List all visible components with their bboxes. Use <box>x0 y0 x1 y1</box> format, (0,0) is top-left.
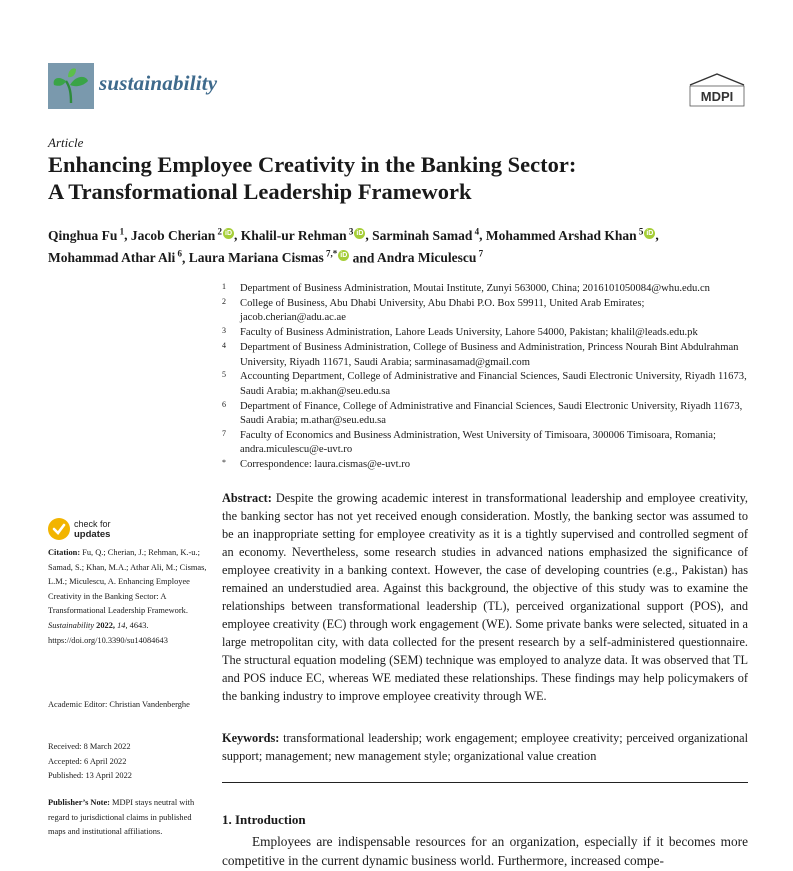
article-title-line-1: Enhancing Employee Creativity in the Banking Sector: <box>48 152 577 177</box>
author: Khalil-ur Rehman $^3$ iD <box>240 226 364 243</box>
author-list: Qinghua Fu $^1$, Jacob Cherian $^2$ iD , Khalil-ur Rehman $^3$ iD , Sarminah Samad $^4$, Mohammed Arshad Khan $^5$ iD , Mohammad Athar Ali $^6$, Laura Mariana Cismas $^{7,*}$ iD and Andra Miculescu $^7$ <box>48 226 659 265</box>
journal-name: sustainability <box>99 71 218 95</box>
abstract <box>222 489 748 705</box>
orcid-icon[interactable]: iD <box>356 229 364 237</box>
affiliation: 6 Department of Finance, College of Administrative and Financial Sciences, Saudi Electronic University, Riyadh 11673, Saudi Arabia; m.athar@seu.edu.sa <box>222 399 743 427</box>
affiliation: 4 Department of Business Administration, College of Business and Administration, Princess Nourah Bint Abdulrahman University, Riyadh 11671, Saudi Arabia; sarminasamad@gmail.com <box>222 341 739 368</box>
abstract-label: Abstract: <box>222 491 272 505</box>
affiliation: 7 Faculty of Economics and Business Administration, West University of Timisoara, 300006 Timisoara, Romania; andra.miculescu@e-uvt.ro <box>222 429 716 456</box>
citation-block: Citation: Fu, Q.; Cherian, J.; Rehman, K.-u.; Samad, S.; Khan, M.A.; Athar Ali, M.; Cismas, L.M.; Miculescu, A. Enhancing Employee Creativity in the Banking Sector: A Transformational Leadership Framework. Sustainability 2022, 14, 4643. https://doi.org/10.3390/su14084643 <box>48 548 207 645</box>
affiliation-list <box>222 282 752 473</box>
author: Laura Mariana Cismas $^{7,*}$ iD <box>188 248 348 265</box>
author: Andra Miculescu $^7$ <box>377 248 484 265</box>
correspondence: * Correspondence: laura.cismas@e-uvt.ro <box>222 458 411 471</box>
check-updates-icon <box>48 518 70 540</box>
publisher-logo <box>686 71 748 109</box>
keywords-text: transformational leadership; work engagement; employee creativity; perceived organizational support; management; new management style; organizational value creation <box>222 731 748 763</box>
affiliation: 1 Department of Business Administration, Moutai Institute, Zunyi 563000, China; 2016101050084@whu.edu.cn <box>222 282 710 294</box>
intro-paragraph: Employees are indispensable resources for an organization, especially if it becomes more competitive in the current dynamic business world. Furthermore, increased compe- <box>222 834 748 868</box>
article-title <box>48 151 748 205</box>
orcid-icon[interactable]: iD <box>340 252 348 259</box>
affiliation: 3 Faculty of Business Administration, Lahore Leads University, Lahore 54000, Pakistan; khalil@leads.edu.pk <box>222 326 698 339</box>
check-for-updates-button[interactable] <box>48 516 208 546</box>
doi-link[interactable]: 4643. https://doi.org/10.3390/su14084643 <box>48 620 168 645</box>
svg-text:MDPI: MDPI <box>700 89 734 104</box>
journal-header <box>48 63 748 113</box>
keywords <box>222 729 748 765</box>
received-date: Received: 8 March 2022 <box>48 742 131 751</box>
academic-editor: Academic Editor: Christian Vandenberghe <box>48 700 190 709</box>
author: Sarminah Samad $^4$ <box>372 226 480 243</box>
publisher-note: Publisher’s Note: MDPI stays neutral with regard to jurisdictional claims in published maps and institutional affiliations. <box>48 798 195 837</box>
check-updates-label-bold: updates <box>74 529 111 540</box>
orcid-icon[interactable]: iD <box>225 229 233 237</box>
author: Mohammed Arshad Khan $^5$ iD <box>485 226 654 243</box>
keywords-label: Keywords: <box>222 731 280 745</box>
journal-logo-icon <box>48 63 94 109</box>
section-divider <box>222 782 748 783</box>
abstract-text: Despite the growing academic interest in transformational leadership and employee creativity, the banking sector has not yet received enough consideration. Mostly, the banking sector was assumed to be an inappropriate setting for employee creativity as it is a tightly supervised and controlled segment of an economy. Nevertheless, some research studies in advanced nations emphasized the significance of employee creativity in a banking context. However, the case of developing countries (e.g., Pakistan) has remained an understudied area. Against this background, the objective of this study was to examine the relationships between transformational leadership (TL), perceived organizational support (POS), and employee creativity (EC) through work engagement (WE). Some private banks were selected, situated in a large metropolitan city, with data collected for the present research by a self-administered questionnaire. The structural equation modeling (SEM) technique was employed to analyze data. It was observed that TL and POS induce EC, whereas WE mediated these relationships. These findings may help policymakers of the banking industry to improve employee creativity through WE. <box>222 491 748 703</box>
article-title-line-2: A Transformational Leadership Framework <box>48 179 472 204</box>
affiliation: 2 College of Business, Abu Dhabi University, Abu Dhabi P.O. Box 59911, United Arab Emirates; jacob.cherian@adu.ac.ae <box>222 296 645 324</box>
orcid-icon[interactable]: iD <box>646 229 654 237</box>
published-date: Published: 13 April 2022 <box>48 771 132 781</box>
author: Mohammad Athar Ali $^6$ <box>48 248 183 265</box>
accepted-date: Accepted: 6 April 2022 <box>48 756 127 766</box>
check-updates-label: check for <box>74 519 111 529</box>
dates-block <box>48 740 208 784</box>
author: Jacob Cherian $^2$ iD <box>130 226 233 243</box>
section-heading: 1. Introduction <box>222 812 306 827</box>
affiliation: 5 Accounting Department, College of Administrative and Financial Sciences, Saudi Electronic University, Riyadh 11673, Saudi Arabia; m.akhan@seu.edu.sa <box>222 370 747 397</box>
author: Qinghua Fu $^1$ <box>48 226 125 243</box>
article-type: Article <box>48 135 84 150</box>
